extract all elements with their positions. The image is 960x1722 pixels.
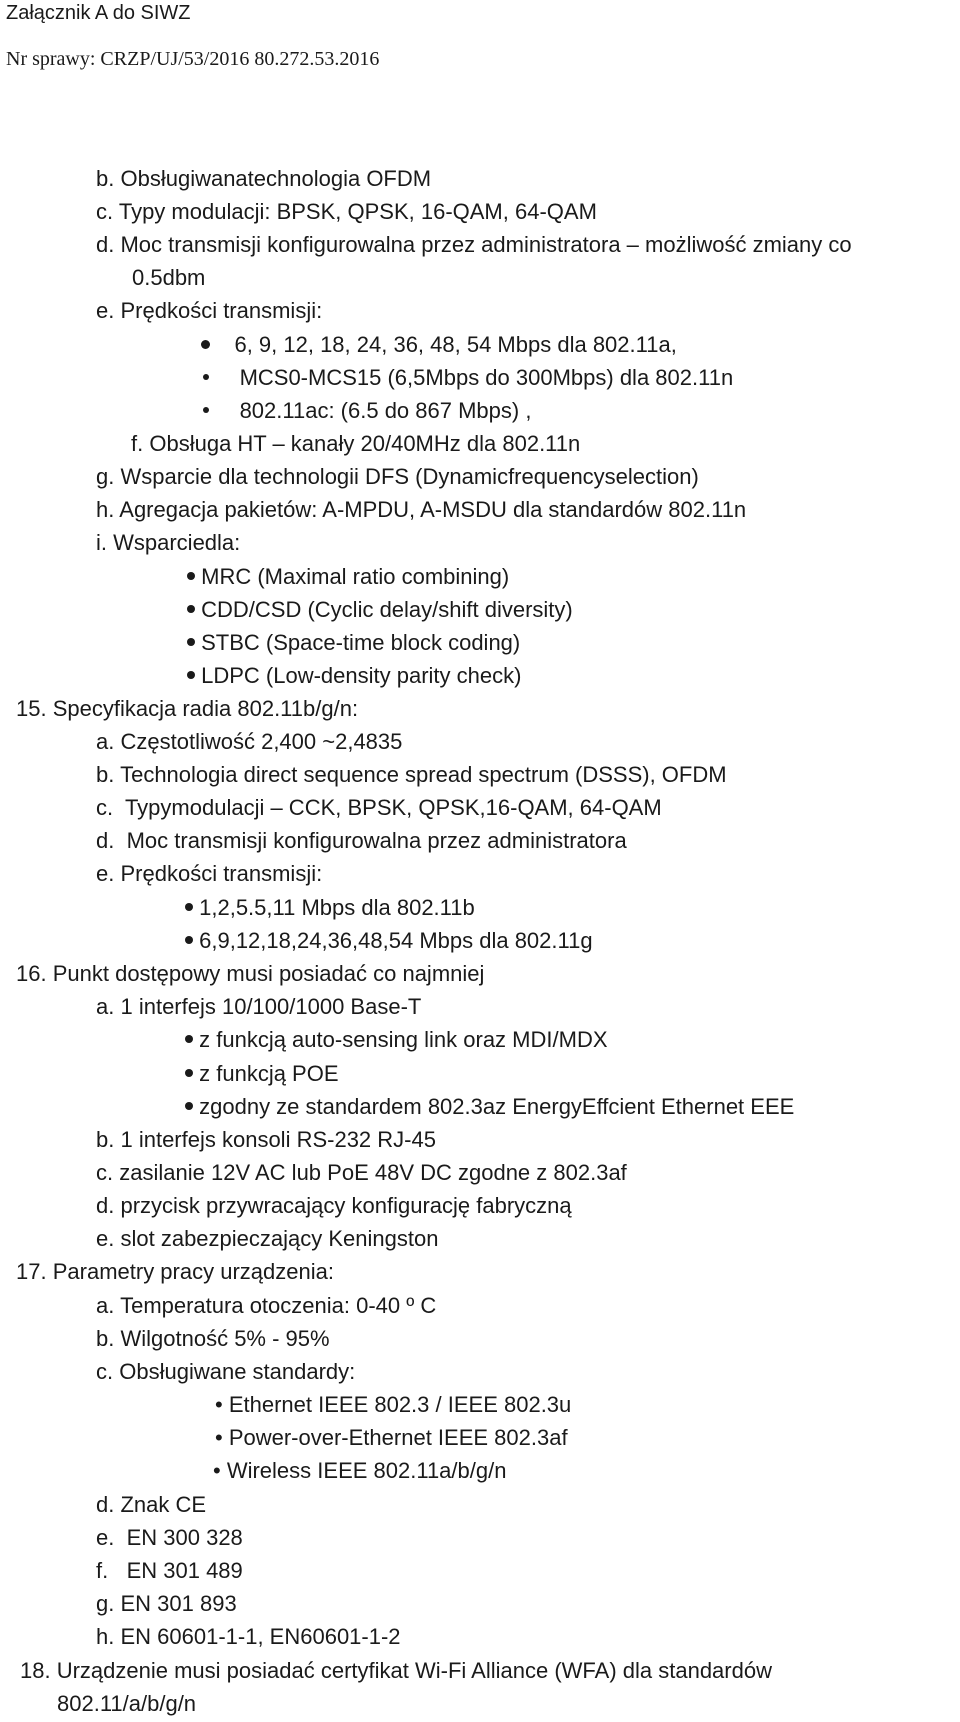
bullet-item: 1,2,5.5,11 Mbps dla 802.11b [185,895,475,921]
list-item: i. Wsparciedla: [96,530,241,555]
bullet-item: 6, 9, 12, 18, 24, 36, 48, 54 Mbps dla 802.11a, [201,332,677,358]
section-heading: 17. Parametry pracy urządzenia: [16,1259,334,1284]
section-heading: 18. Urządzenie musi posiadać certyfikat Wi-Fi Alliance (WFA) dla standardów [20,1658,772,1683]
bullet-item: zgodny ze standardem 802.3az EnergyEffcient Ethernet EEE [185,1094,794,1120]
list-item: c. zasilanie 12V AC lub PoE 48V DC zgodne z 802.3af [96,1160,627,1185]
list-item: c. Typymodulacji – CCK, BPSK, QPSK,16-QAM, 64-QAM [96,795,662,820]
section-heading: 16. Punkt dostępowy musi posiadać co najmniej [16,961,485,986]
bullet-item: • Power-over-Ethernet IEEE 802.3af [215,1425,568,1450]
list-item: f. Obsługa HT – kanały 20/40MHz dla 802.11n [131,431,581,456]
bullet-item: MCS0-MCS15 (6,5Mbps do 300Mbps) dla 802.11n [203,365,733,391]
case-number: Nr sprawy: CRZP/UJ/53/2016 80.272.53.2016 [6,48,380,70]
bullet-icon: • [213,1458,221,1483]
list-item: e. slot zabezpieczający Keningston [96,1226,439,1251]
list-item: d. Moc transmisji konfigurowalna przez administratora – możliwość zmiany co [96,232,852,257]
list-item: a. Temperatura otoczenia: 0-40 º C [96,1293,437,1318]
bullet-item: STBC (Space-time block coding) [187,630,520,656]
bullet-icon [187,605,195,613]
list-item: h. Agregacja pakietów: A-MPDU, A-MSDU dla standardów 802.11n [96,497,747,522]
list-item: e. Prędkości transmisji: [96,861,323,886]
list-item: h. EN 60601-1-1, EN60601-1-2 [96,1624,401,1649]
list-item: g. Wsparcie dla technologii DFS (Dynamicfrequencyselection) [96,464,699,489]
bullet-item: 6,9,12,18,24,36,48,54 Mbps dla 802.11g [185,928,593,954]
bullet-icon [201,340,210,349]
list-item: f. EN 301 489 [96,1558,243,1583]
list-item: d. przycisk przywracający konfigurację fabryczną [96,1193,572,1218]
list-item: b. 1 interfejs konsoli RS-232 RJ-45 [96,1127,436,1152]
list-item: 802.11/a/b/g/n [57,1691,197,1716]
list-item: c. Typy modulacji: BPSK, QPSK, 16-QAM, 64-QAM [96,199,597,224]
list-item: b. Wilgotność 5% - 95% [96,1326,330,1351]
bullet-icon: • [215,1392,223,1417]
bullet-icon [185,1069,193,1077]
bullet-icon [187,572,195,580]
list-item: a. Częstotliwość 2,400 ~2,4835 [96,729,403,754]
list-item: d. Moc transmisji konfigurowalna przez administratora [96,828,627,853]
bullet-icon [185,936,193,944]
bullet-icon [187,671,195,679]
list-item: d. Znak CE [96,1492,207,1517]
list-item: g. EN 301 893 [96,1591,237,1616]
bullet-item: MRC (Maximal ratio combining) [187,564,509,590]
bullet-item: • Ethernet IEEE 802.3 / IEEE 802.3u [215,1392,572,1417]
bullet-item: CDD/CSD (Cyclic delay/shift diversity) [187,597,573,623]
bullet-icon [203,407,209,413]
bullet-item: z funkcją auto-sensing link oraz MDI/MDX [185,1027,608,1053]
bullet-icon [203,374,209,380]
list-item: e. Prędkości transmisji: [96,298,323,323]
section-heading: 15. Specyfikacja radia 802.11b/g/n: [16,696,359,721]
list-item: e. EN 300 328 [96,1525,243,1550]
list-item: b. Obsługiwanatechnologia OFDM [96,166,432,191]
bullet-item: LDPC (Low-density parity check) [187,663,521,689]
list-item: b. Technologia direct sequence spread spectrum (DSSS), OFDM [96,762,727,787]
list-item: a. 1 interfejs 10/100/1000 Base-T [96,994,422,1019]
list-item: 0.5dbm [132,265,206,290]
list-item: c. Obsługiwane standardy: [96,1359,356,1384]
bullet-icon [185,1035,193,1043]
bullet-item: z funkcją POE [185,1061,339,1087]
bullet-item: • Wireless IEEE 802.11a/b/g/n [213,1458,507,1483]
document-title: Załącznik A do SIWZ [6,2,191,24]
bullet-icon [187,638,195,646]
bullet-item: 802.11ac: (6.5 do 867 Mbps) , [203,398,531,424]
bullet-icon [185,1102,193,1110]
bullet-icon: • [215,1425,223,1450]
bullet-icon [185,903,193,911]
